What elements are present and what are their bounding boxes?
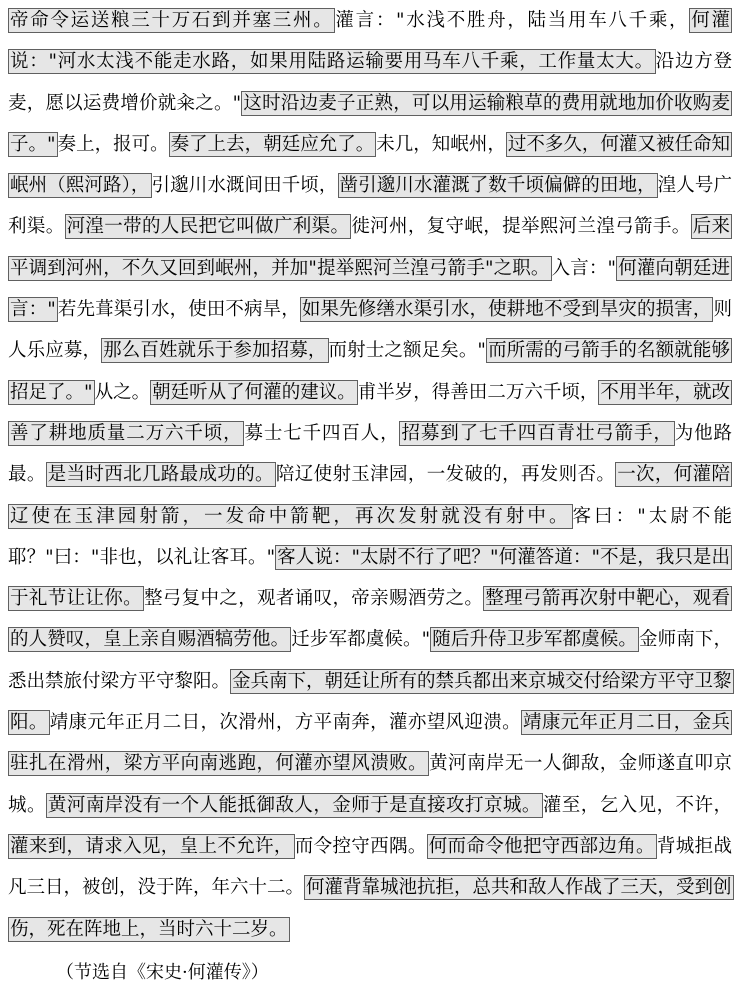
original-text-segment: 灌言："水浅不胜舟，陆当用车八千乘， <box>335 10 690 31</box>
translation-segment: 何而命令他把守西部边角。 <box>428 835 655 857</box>
translation-segment: 整理弓箭再次射中靶心，观看的人赞叹，皇上亲自赐酒犒劳他。 <box>10 588 730 651</box>
original-text-segment: 金师南下，悉出禁旅付梁方平守黎阳。 <box>8 629 732 692</box>
translation-segment: 何灌背靠城池抗拒，总共和敌人作战了三天，受到创伤，死在阵地上，当时六十二岁。 <box>10 877 732 940</box>
original-text-segment: 黄河南岸无一人御敌，金师遂直叩京城。 <box>8 753 732 816</box>
translation-segment: 一次，何灌陪辽使在玉津园射箭，一发命中箭靶，再次发射就没有射中。 <box>10 464 730 527</box>
translation-segment: 靖康元年正月二日，金兵驻扎在滑州，梁方平向南逃跑，何灌亦望风溃败。 <box>10 712 730 775</box>
translation-segment: 朝廷听从了何灌的建议。 <box>152 381 356 403</box>
translation-segment: 帝命令运送粮三十万石到并塞三州。 <box>10 10 334 31</box>
original-text-segment: 背城拒战凡三日，被创，没于阵，年六十二。 <box>8 835 732 899</box>
translation-segment: 何灌向朝廷进言：" <box>10 257 730 321</box>
translation-segment: 黄河南岸没有一个人能抵御敌人，金师于是直接攻打京城。 <box>47 794 541 816</box>
original-text-segment: 湟人号广利渠。 <box>8 175 732 238</box>
translation-segment: 如果先修缮水渠引水，使耕地不受到旱灾的损害， <box>301 299 712 321</box>
original-text-segment: 引邈川水溉间田千顷， <box>151 175 338 197</box>
original-text-segment: 甫半岁，得善田二万六千顷， <box>357 381 599 403</box>
translation-segment: 奏了上去，朝廷应允了。 <box>170 133 375 155</box>
original-text-segment: 募士七千四百人， <box>244 422 400 444</box>
translation-segment: 那么百姓就乐于参加招募， <box>103 340 327 362</box>
classical-chinese-passage <box>8 0 732 950</box>
translation-segment: 凿引邈川水灌溉了数千顷偏僻的田地， <box>339 175 656 197</box>
original-text-segment: 而令控守西隅。 <box>294 835 427 857</box>
original-text-segment: 从之。 <box>94 381 151 403</box>
translation-segment: 不用半年，就改善了耕地质量二万六千顷， <box>10 381 730 444</box>
translation-segment: 河湟一带的人民把它叫做广利渠。 <box>66 216 350 238</box>
original-text-segment: 靖康元年正月二日，次滑州，方平南奔，灌亦望风迎溃。 <box>49 712 521 734</box>
translation-segment: 是当时西北几路最成功的。 <box>47 464 274 486</box>
translation-segment: 这时沿边麦子正熟，可以用运输粮草的费用就地加价收购麦子。" <box>10 92 730 155</box>
original-text-segment: 则人乐应募， <box>8 299 732 362</box>
translation-segment: 而所需的弓箭手的名额就能够招足了。" <box>10 340 730 403</box>
original-text-segment: 迁步军都虞候。" <box>291 629 431 651</box>
source-citation: （节选自《宋史·何灌传》） <box>56 962 269 983</box>
translation-segment: 灌来到，请求入见，皇上不允许， <box>10 835 293 857</box>
original-text-segment: 未几，知岷州， <box>376 133 506 155</box>
original-text-segment: 若先葺渠引水，使田不病旱， <box>57 299 300 321</box>
original-text-segment: 客曰："太尉不能耶？"曰："非也，以礼让客耳。" <box>8 505 732 568</box>
original-text-segment: 而射士之额足矣。" <box>328 340 486 362</box>
original-text-segment: 陪辽使射玉津园，一发破的，再发则否。 <box>275 464 616 486</box>
original-text-segment: 灌至，乞入见，不许， <box>542 794 732 816</box>
translation-segment: 招募到了七千四百青壮弓箭手， <box>401 422 673 444</box>
original-text-segment: 沿边方登麦，愿以运费增价就籴之。" <box>8 51 732 114</box>
translation-segment: 随后升侍卫步军都虞候。 <box>432 629 637 651</box>
original-text-segment: 整弓复中之，观者诵叹，帝亲赐酒劳之。 <box>143 588 484 610</box>
translation-segment: 何灌说："河水太浅不能走水路，如果用陆路运输要用马车八千乘，工作量太大。 <box>10 10 730 73</box>
original-text-segment: 奏上，报可。 <box>57 133 169 155</box>
original-text-segment: 为他路最。 <box>8 422 732 486</box>
translation-segment: 金兵南下，朝廷让所有的禁兵都出来京城交付给梁方平守卫黎阳。 <box>10 670 732 734</box>
translation-segment: 后来平调到河州，不久又回到岷州，并加"提举熙河兰湟弓箭手"之职。 <box>10 216 730 279</box>
translation-segment: 客人说："太尉不行了吧？"何灌答道："不是，我只是出于礼节让让你。 <box>10 546 731 610</box>
original-text-segment: 入言：" <box>551 257 617 279</box>
translation-segment: 过不多久，何灌又被任命知岷州（熙河路）， <box>10 133 730 197</box>
original-text-segment: 徙河州，复守岷，提举熙河兰湟弓箭手。 <box>351 216 691 238</box>
